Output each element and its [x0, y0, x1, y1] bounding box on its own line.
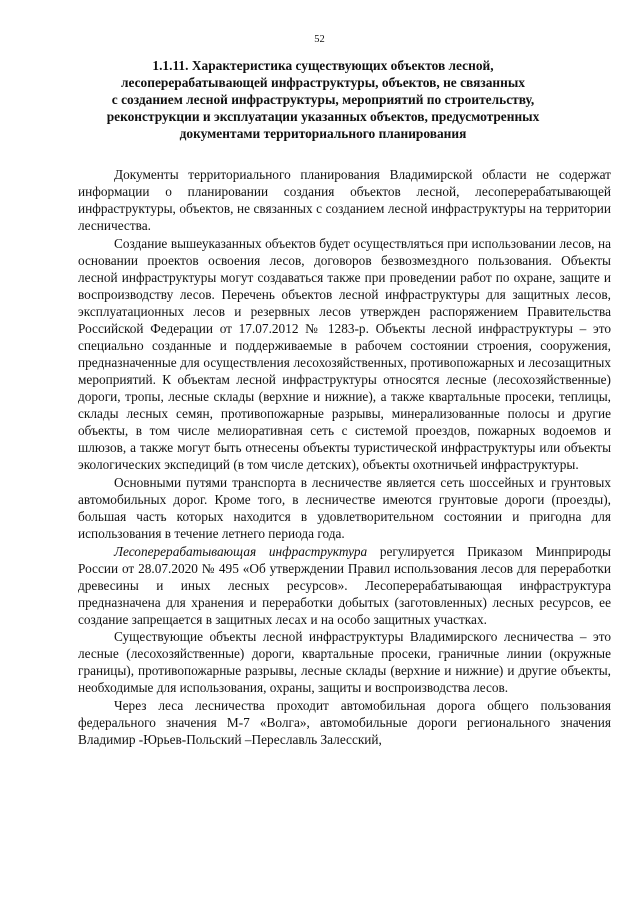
heading-line: 1.1.11. Характеристика существующих объектов лесной,	[152, 58, 494, 73]
heading-line: лесоперерабатывающей инфраструктуры, объектов, не связанных	[120, 75, 525, 90]
paragraph-infrastructure-creation: Создание вышеуказанных объектов будет осуществляться при использовании лесов, на основании проектов освоения лесов, договоров безвозмездного пользования. Объекты лесной инфраструктуры могут создаваться также при проведении работ по охране, защите и воспроизводству лесов. Перечень объектов лесной инфраструктуры для защитных лесов, эксплуатационных лесов и резервных лесов утвержден распоряжением Правительства Российской Федерации от 17.07.2012 № 1283-р. Объекты лесной инфраструктуры – это специально созданные и поддерживаемые в рабочем состоянии строения, сооружения, предназначенные для осуществления лесохозяйственных, противопожарных и лесозащитных мероприятий. К объектам лесной инфраструктуры относятся лесные (лесохозяйственные) дороги, тропы, лесные склады (верхние и нижние), а также квартальные просеки, теплицы, склады лесных семян, противопожарные разрывы, минерализованные полосы и другие объекты, в том числе мелиоративная сеть с системой проездов, пожарных водоемов и шлюзов, а также могут быть отнесены объекты туристической инфраструктуры или объекты экологических экспедиций (в том числе детских), объекты охотничьей инфраструктуры.	[78, 235, 611, 473]
paragraph-planning-documents: Документы территориального планирования Владимирской области не содержат информации о планировании создания объектов лесной, лесоперерабатывающей инфраструктуры, объектов, не связанных с созданием лесной инфраструктуры на территории лесничества.	[78, 167, 611, 234]
paragraph-processing-infrastructure	[78, 543, 611, 628]
italic-term: Лесоперерабатывающая инфраструктура	[114, 543, 368, 559]
page-number: 52	[314, 34, 325, 45]
section-heading	[78, 57, 568, 142]
paragraph-existing-objects: Существующие объекты лесной инфраструктуры Владимирского лесничества – это лесные (лесохозяйственные) дороги, квартальные просеки, граничные линии (окружные границы), противопожарные разрывы, лесные склады (верхние и нижние) и другие объекты, необходимые для использования, охраны, защиты и воспроизводства лесов.	[78, 629, 611, 696]
paragraph-text: регулируется Приказом Минприроды России от 28.07.2020 № 495 «Об утверждении Правил использования лесов для переработки древесины и иных лесных ресурсов». Лесоперерабатывающая инфраструктура предназначена для хранения и переработки добытых (заготовленных) лесных ресурсов, ее создание запрещается в защитных лесах и на особо защитных участках.	[78, 543, 611, 627]
heading-line: документами территориального планирования	[179, 126, 467, 141]
paragraph-transport-routes: Основными путями транспорта в лесничестве является сеть шоссейных и грунтовых автомобильных дорог. Кроме того, в лесничестве имеются грунтовые дороги (проезды), большая часть которых находится в удовлетворительном состоянии и пригодна для использования в течение летнего периода года.	[78, 474, 611, 541]
paragraph-roads: Через леса лесничества проходит автомобильная дорога общего пользования федерального значения М-7 «Волга», автомобильные дороги регионального значения Владимир -Юрьев-Польский –Переславль Залесский,	[78, 697, 611, 748]
heading-line: с созданием лесной инфраструктуры, мероприятий по строительству,	[111, 92, 535, 107]
body-text	[78, 166, 611, 748]
heading-line: реконструкции и эксплуатации указанных объектов, предусмотренных	[106, 109, 540, 124]
